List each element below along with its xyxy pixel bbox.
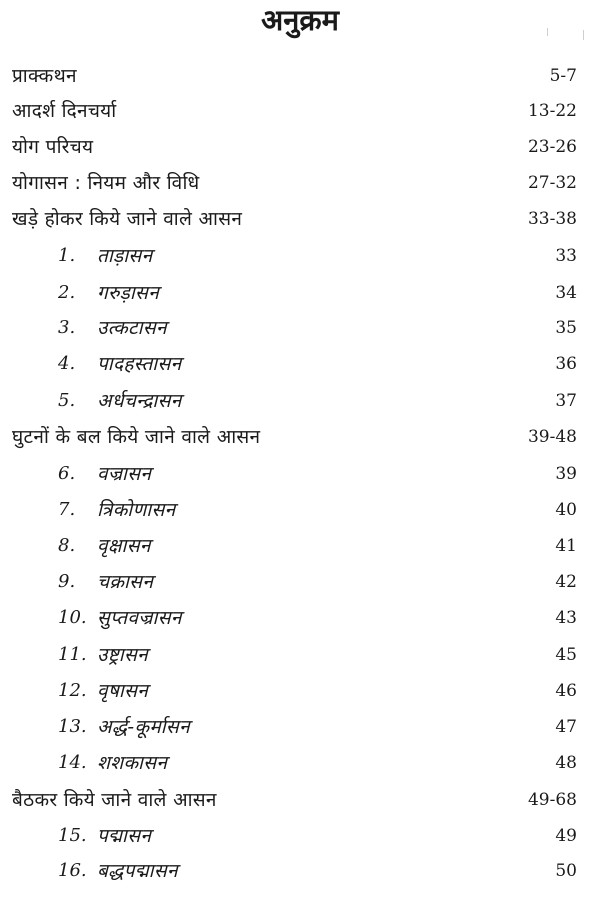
toc-subentry-page: 37 [555, 391, 577, 411]
toc-entry-pages: 13-22 [527, 101, 577, 121]
toc-subentry[interactable] [0, 818, 600, 854]
toc-entry[interactable] [0, 129, 600, 165]
toc-entry-pages: 33-38 [527, 209, 577, 229]
toc-subentry-number: 4. [58, 353, 76, 374]
toc-entry-pages: 49-68 [527, 790, 577, 810]
toc-entry-pages: 27-32 [527, 173, 577, 193]
toc-subentry-page: 33 [555, 246, 577, 266]
toc-subentry-page: 40 [555, 500, 577, 520]
toc-subentry[interactable] [0, 637, 600, 673]
toc-entry-label: घुटनों के बल किये जाने वाले आसन [12, 426, 261, 448]
scan-speck [583, 30, 584, 40]
toc-subentry-label: उष्ट्रासन [97, 644, 149, 666]
toc-subentry-label: सुप्तवज्रासन [97, 607, 182, 629]
toc-subentry-label: ताड़ासन [97, 245, 153, 267]
toc-subentry-label: गरुड़ासन [97, 282, 160, 304]
toc-subentry-number: 11. [58, 644, 87, 665]
toc-subentry-number: 9. [58, 571, 76, 592]
scan-speck [547, 28, 548, 36]
toc-subentry[interactable] [0, 564, 600, 600]
toc-subentry[interactable] [0, 275, 600, 311]
toc-subentry-label: त्रिकोणासन [97, 499, 176, 521]
toc-subentry[interactable] [0, 709, 600, 745]
toc-subentry-number: 14. [58, 752, 87, 773]
toc-entry[interactable] [0, 58, 600, 94]
toc-subentry-page: 41 [555, 536, 577, 556]
toc-subentry-page: 39 [555, 464, 577, 484]
toc-subentry-label: अर्द्ध-कूर्मासन [97, 716, 190, 738]
toc-subentry[interactable] [0, 528, 600, 564]
page-title [0, 0, 600, 40]
toc-subentry-number: 15. [58, 825, 87, 846]
toc-subentry-page: 46 [555, 681, 577, 701]
toc-subentry-page: 35 [555, 318, 577, 338]
toc-entry-label: योग परिचय [12, 136, 94, 158]
toc-subentry-label: अर्धचन्द्रासन [97, 390, 182, 412]
toc-subentry-page: 50 [555, 861, 577, 881]
toc-subentry-label: उत्कटासन [97, 317, 167, 339]
toc-subentry-label: बद्धपद्मासन [97, 860, 178, 882]
toc-subentry-label: पादहस्तासन [97, 353, 182, 375]
toc-subentry-page: 36 [555, 354, 577, 374]
toc-entry-label: योगासन : नियम और विधि [12, 172, 200, 194]
toc-subentry-page: 48 [555, 753, 577, 773]
toc-subentry[interactable] [0, 456, 600, 492]
toc-subentry-number: 10. [58, 607, 87, 628]
toc-entry-label: खड़े होकर किये जाने वाले आसन [12, 208, 243, 230]
toc-subentry-label: वज्रासन [97, 463, 152, 485]
toc-entry[interactable] [0, 201, 600, 237]
toc-entry-label: आदर्श दिनचर्या [12, 100, 117, 122]
toc-subentry-label: चक्रासन [97, 571, 154, 593]
toc-entry-pages: 39-48 [527, 427, 577, 447]
toc-subentry-page: 45 [555, 645, 577, 665]
toc-subentry-number: 2. [58, 282, 76, 303]
toc-subentry-number: 13. [58, 716, 87, 737]
toc-entry[interactable] [0, 93, 600, 129]
toc-subentry[interactable] [0, 346, 600, 382]
toc-entry-pages: 5-7 [549, 66, 577, 86]
toc-subentry[interactable] [0, 492, 600, 528]
toc-subentry-page: 43 [555, 608, 577, 628]
toc-subentry-label: वृषासन [97, 680, 149, 702]
toc-subentry-number: 6. [58, 463, 76, 484]
toc-entry[interactable] [0, 782, 600, 818]
toc-subentry[interactable] [0, 745, 600, 781]
toc-subentry-label: पद्मासन [97, 825, 152, 847]
page-title-text: अनुक्रम [261, 3, 339, 37]
toc-subentry-page: 34 [555, 283, 577, 303]
toc-subentry-number: 8. [58, 535, 76, 556]
toc-entry-pages: 23-26 [527, 137, 577, 157]
toc-subentry-label: शशकासन [97, 752, 168, 774]
toc-subentry-number: 7. [58, 499, 76, 520]
toc-subentry[interactable] [0, 310, 600, 346]
toc-subentry-page: 49 [555, 826, 577, 846]
toc-subentry-label: वृक्षासन [97, 535, 151, 557]
toc-subentry-number: 16. [58, 860, 87, 881]
toc-subentry[interactable] [0, 600, 600, 636]
toc-subentry[interactable] [0, 853, 600, 889]
toc-entry[interactable] [0, 419, 600, 455]
toc-entry-label: बैठकर किये जाने वाले आसन [12, 789, 217, 811]
toc-entry-label: प्राक्कथन [12, 65, 77, 87]
toc-subentry-number: 1. [58, 245, 76, 266]
toc-subentry-number: 5. [58, 390, 76, 411]
toc-subentry-number: 12. [58, 680, 87, 701]
toc-subentry-number: 3. [58, 317, 76, 338]
toc-entry[interactable] [0, 165, 600, 201]
toc-subentry[interactable] [0, 383, 600, 419]
toc-subentry-page: 47 [555, 717, 577, 737]
toc-subentry[interactable] [0, 238, 600, 274]
toc-subentry-page: 42 [555, 572, 577, 592]
toc-subentry[interactable] [0, 673, 600, 709]
